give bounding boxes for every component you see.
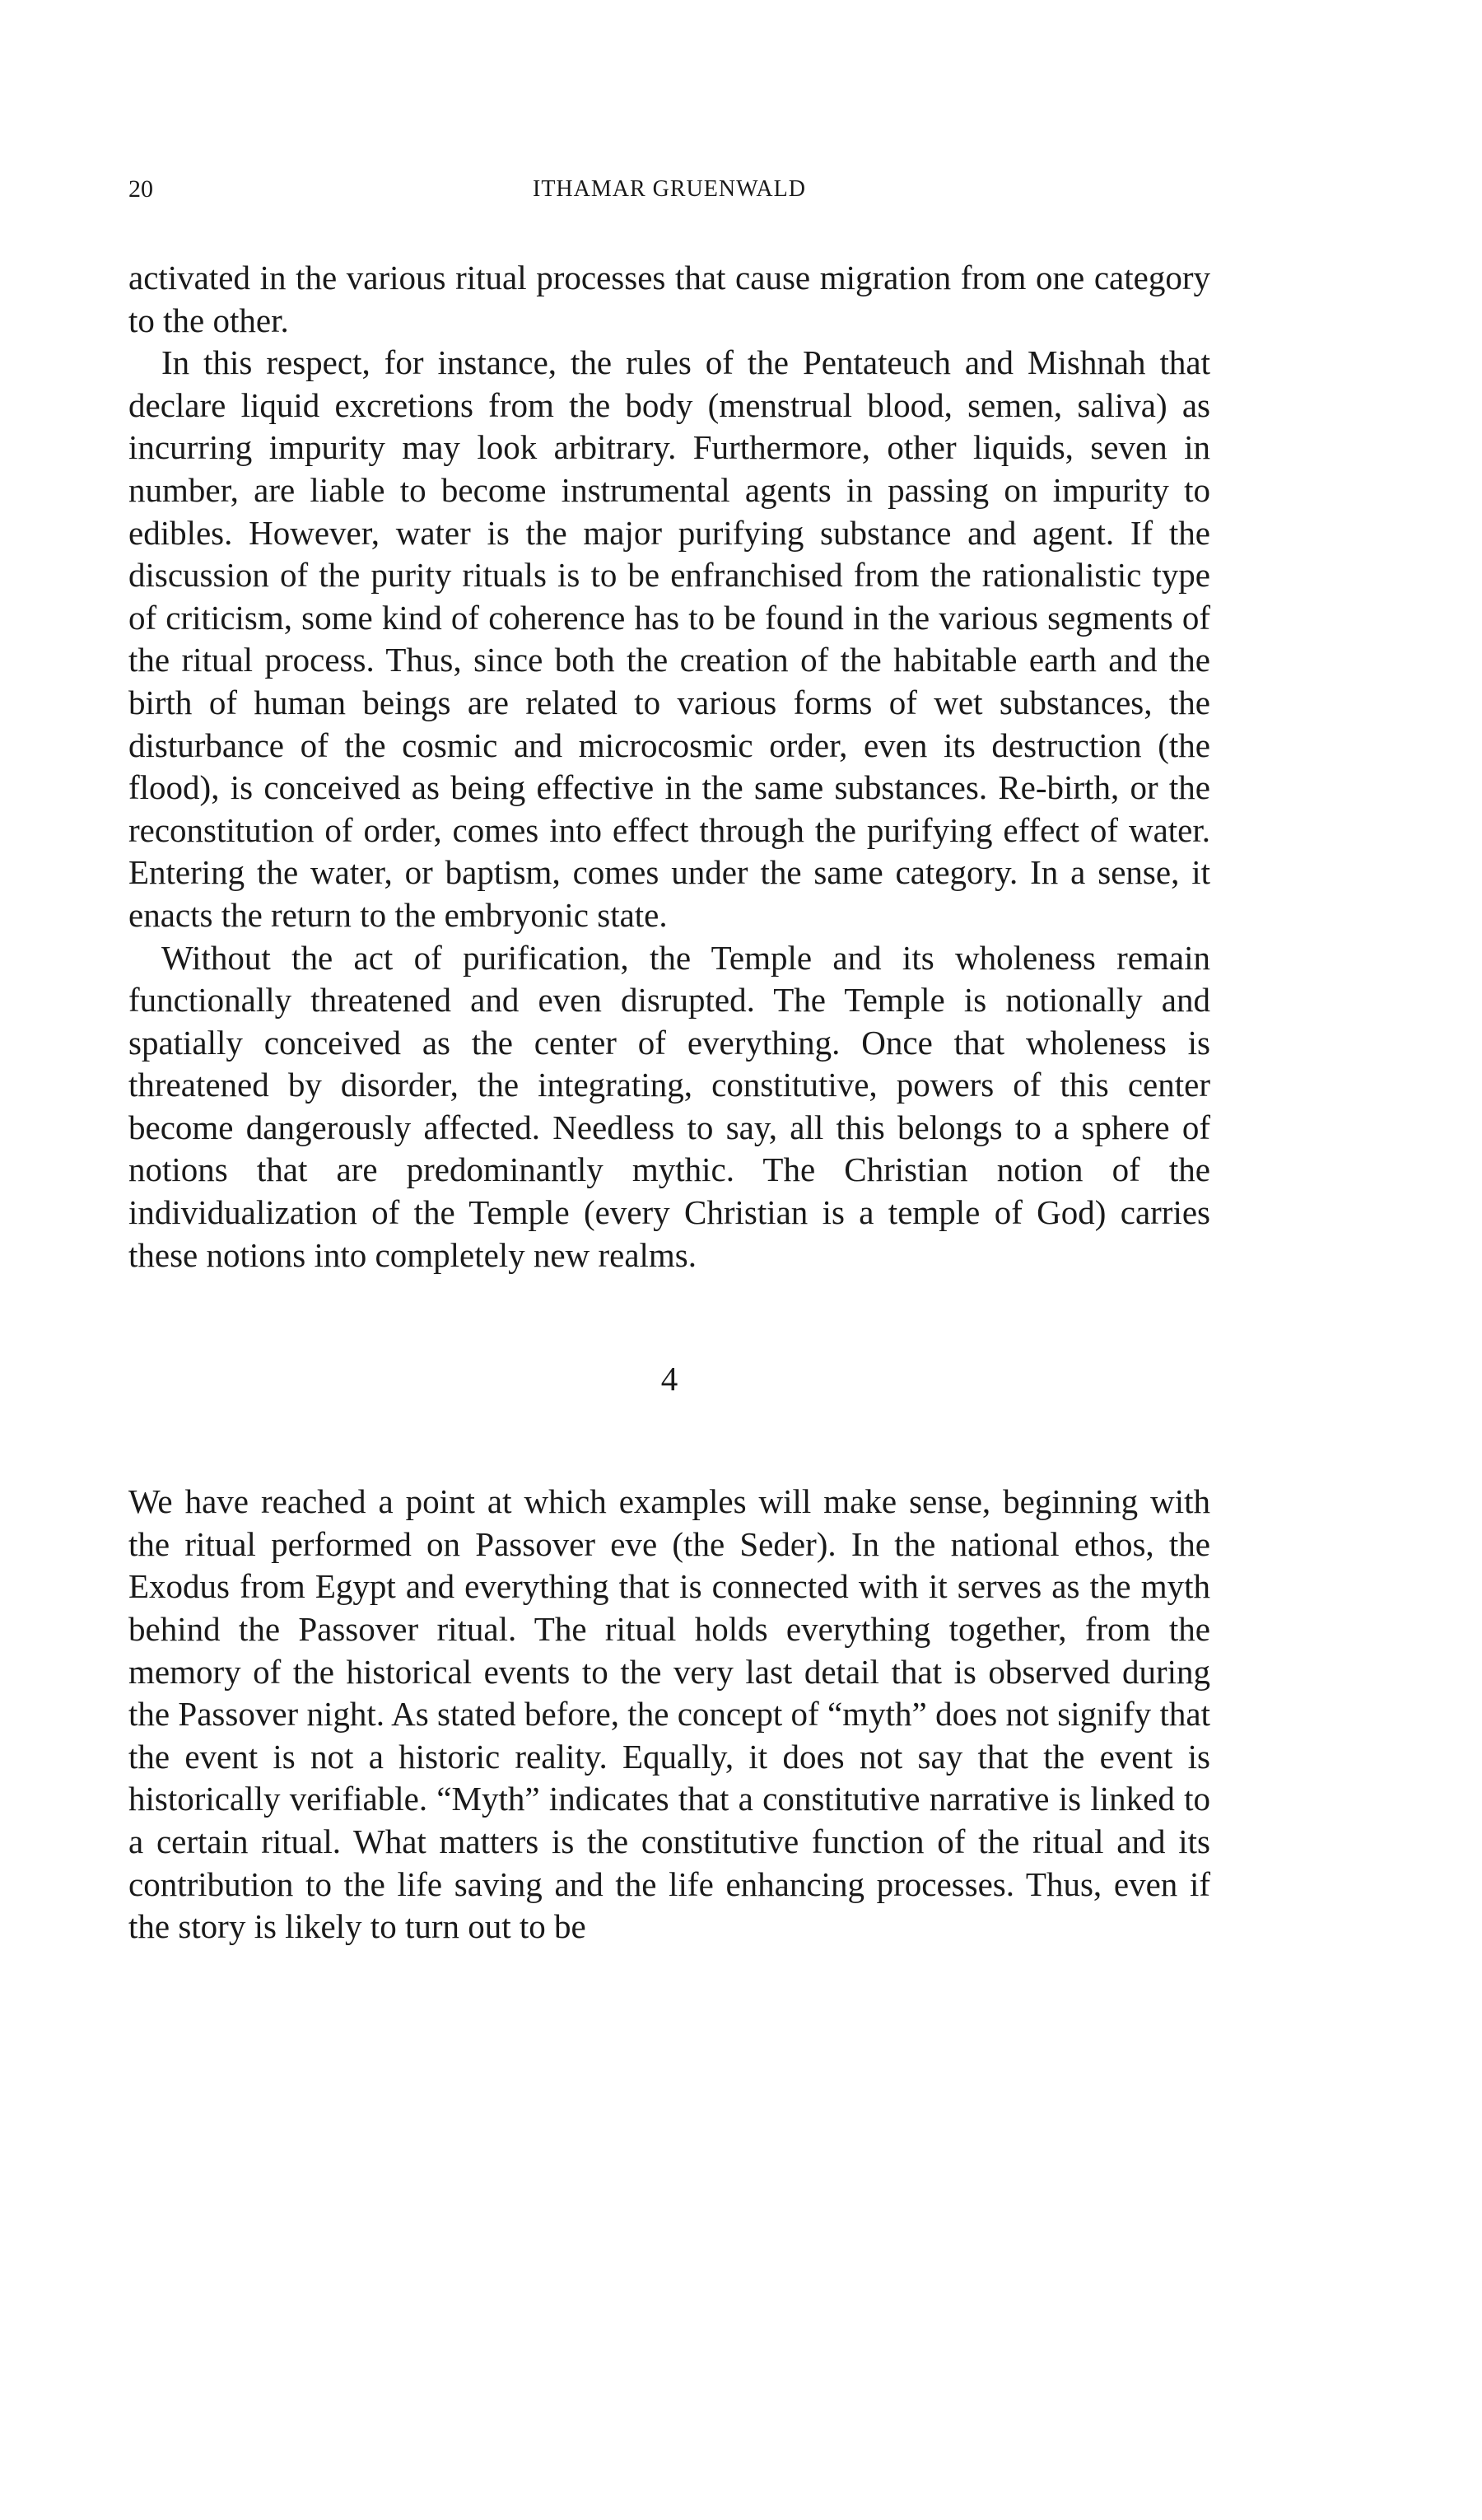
paragraph-continuation: activated in the various ritual processes that cause migration from one category to the other.	[128, 259, 1210, 339]
running-head	[128, 165, 1210, 214]
paragraph-purity-rules: In this respect, for instance, the rules of the Pentateuch and Mishnah that declare liquid excretions from the body (menstrual blood, semen, saliva) as incurring impurity may look arbitrary. Furthermore, other liquids, seven in number, are liable to become instrumental agents in passing on impurity to edibles. However, water is the major purifying substance and agent. If the discussion of the purity rituals is to be enfranchised from the rationalistic type of criticism, some kind of coherence has to be found in the various segments of the ritual process. Thus, since both the creation of the habitable earth and the birth of human beings are related to various forms of wet substances, the disturbance of the cosmic and microcosmic order, even its destruction (the flood), is conceived as being effective in the same substances. Re-birth, or the reconstitution of order, comes into effect through the purifying effect of water. Entering the water, or baptism, comes under the same category. In a sense, it enacts the return to the embryonic state.	[128, 343, 1210, 934]
page-number: 20	[128, 175, 153, 203]
paragraph-temple-wholeness: Without the act of purification, the Temple and its wholeness remain functionally threatened and even disrupted. The Temple is notionally and spatially conceived as the center of everything. Once that wholeness is threatened by disorder, the integrating, constitutive, powers of this center become dangerously affected. Needless to say, all this belongs to a sphere of notions that are predominantly mythic. The Christian notion of the individualization of the Temple (every Christian is a temple of God) carries these notions into completely new realms.	[128, 938, 1210, 1274]
body-text	[128, 257, 1210, 1948]
book-page	[128, 165, 1210, 1948]
section-number: 4	[660, 1360, 678, 1398]
paragraph-passover-ritual: We have reached a point at which examples will make sense, beginning with the ritual performed on Passover eve (the Seder). In the national ethos, the Exodus from Egypt and everything that is connected with it serves as the myth behind the Passover ritual. The ritual holds everything together, from the memory of the historical events to the very last detail that is observed during the Passover night. As stated before, the concept of “myth” does not signify that the event is not a historic reality. Equally, it does not say that the event is historically verifiable. “Myth” indicates that a constitutive narrative is linked to a certain ritual. What matters is the constitutive function of the ritual and its contribution to the life saving and the life enhancing processes. Thus, even if the story is likely to turn out to be	[128, 1482, 1210, 1946]
running-title: ITHAMAR GRUENWALD	[533, 176, 806, 202]
